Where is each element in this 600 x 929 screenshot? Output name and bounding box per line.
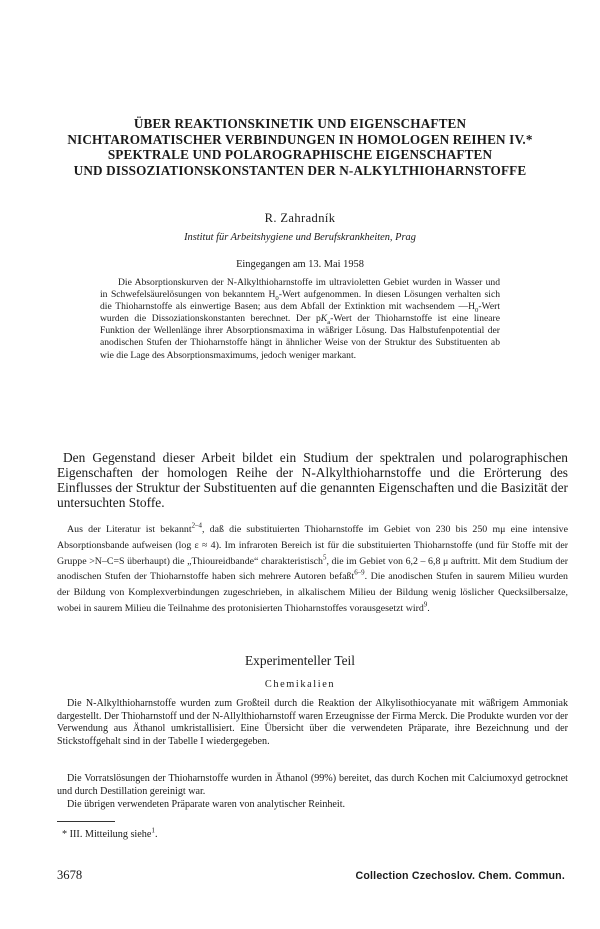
title-line: ÜBER REAKTIONSKINETIK UND EIGENSCHAFTEN	[133, 116, 467, 131]
paragraph-text: Aus der Literatur ist bekannt	[67, 524, 192, 535]
abstract-subscript: a	[327, 319, 331, 327]
reference-superscript: 9	[423, 601, 428, 609]
received-date: Eingegangen am 13. Mai 1958	[236, 259, 364, 270]
body-paragraph: Die Vorratslösungen der Thioharnstoffe wurden in Äthanol (99%) bereitet, das durch Kochen mit Calciumoxyd getrocknet und durch Destillation gereinigt war.	[57, 773, 568, 797]
institute-affiliation: Institut für Arbeitshygiene und Berufskrankheiten, Prag	[184, 232, 416, 243]
paragraph-text: , die im Gebiet von 6,2 – 6,8 μ auftritt. Mit dem Studium der anodischen Stufen der Thioharnstoffe haben sich mehrere Autoren befaßt	[57, 555, 568, 583]
abstract-subscript: 0	[475, 307, 479, 315]
article-title	[40, 116, 560, 178]
footnote-text: .	[154, 829, 158, 840]
title-line: UND DISSOZIATIONSKONSTANTEN DER N-ALKYLTHIOHARNSTOFFE	[73, 162, 527, 178]
paragraph-text: , daß die substituierten Thioharnstoffe im Gebiet von 230 bis 250 mμ eine intensive Absorptionsbande aufweisen (log ε ≈ 4). Im infraroten Bereich ist für die substituierten Thioharnstoffe (und für Stoffe mit der Gruppe >N–C=S überhaupt) die „Thioureidbande“ charakteristisch	[57, 524, 568, 567]
reference-superscript: 2–4	[191, 522, 202, 530]
reference-superscript: 6–9	[354, 570, 365, 578]
reference-superscript: 5	[323, 554, 327, 562]
abstract-italic: K	[320, 313, 328, 325]
reference-superscript: 1	[151, 826, 155, 835]
abstract-text: -Wert der Thioharnstoffe ist eine lineare Funktion der Wellenlänge ihrer Absorptionsmaxima in wäßriger Lösung. Das Halbstufenpotential der anodischen Stufen der Thioharnstoffe hängt in ähnlicher Weise von der Struktur des Substituenten ab wie die Lage des Absorptionsmaximums, jedoch weniger markant.	[100, 313, 500, 361]
title-line: SPEKTRALE UND POLAROGRAPHISCHE EIGENSCHAFTEN	[107, 147, 493, 162]
intro-paragraph: Den Gegenstand dieser Arbeit bildet ein Studium der spektralen und polarographischen Eigenschaften der homologen Reihe der N-Alkylthioharnstoffe und die Erörterung des Einflusses der Struktur der Substituenten auf die genannten Eigenschaften und die Basizität der untersuchten Stoffe.	[57, 450, 568, 510]
abstract-subscript: 0	[275, 295, 279, 302]
author-name: R. Zahradník	[264, 211, 336, 225]
body-paragraph: Die N-Alkylthioharnstoffe wurden zum Großteil durch die Reaktion der Alkylisothiocyanate mit wäßrigem Ammoniak dargestellt. Der Thioharnstoff und der N-Allylthioharnstoff waren Erzeugnisse der Firma Merck. Die Produkte wurden vor der Verwendung aus Äthanol umkristallisiert. Eine Übersicht über die verwendeten Präparate, ihre Bezeichnung und der Stickstoffgehalt sind in der Tabelle I wiedergegeben.	[57, 698, 568, 747]
page-number: 3678	[57, 868, 83, 882]
section-heading: Experimenteller Teil	[245, 653, 355, 668]
literature-paragraph	[57, 522, 568, 617]
footnote	[62, 826, 158, 840]
title-line: NICHTAROMATISCHER VERBINDUNGEN IN HOMOLOGEN REIHEN IV.*	[67, 131, 533, 147]
paragraph-text: .	[427, 602, 430, 614]
body-paragraph: Die übrigen verwendeten Präparate waren von analytischer Reinheit.	[67, 799, 346, 810]
abstract-text: -Wert aufgenommen. In diesen Lösungen verhalten sich die Thioharnstoffe als einwertige Basen; aus dem Abfall der Extinktion mit wachsendem —H	[100, 289, 501, 313]
subsection-heading: Chemikalien	[264, 679, 336, 690]
abstract	[100, 277, 500, 362]
paragraph-text: . Die anodischen Stufen in saurem Milieu wurden der Bildung von Komplexverbindungen zugeschrieben, in alkalischem Milieu der Bildung wenig löslicher Quecksilbersalze, wobei in saurem Milieu die Teilnahme des protonisierten Thioharnstoffes vorausgesetzt wird	[57, 571, 568, 614]
abstract-text: -Wert wurden die Dissoziationskonstanten berechnet. Der p	[100, 301, 500, 325]
journal-name: Collection Czechoslov. Chem. Commun.	[355, 870, 565, 882]
footnote-divider	[57, 821, 115, 822]
footnote-text: * III. Mitteilung siehe	[62, 829, 152, 840]
abstract-text: Die Absorptionskurven der N-Alkylthioharnstoffe im ultravioletten Gebiet wurden in Wasser und in Schwefelsäurelösungen von bekanntem H	[100, 277, 500, 301]
